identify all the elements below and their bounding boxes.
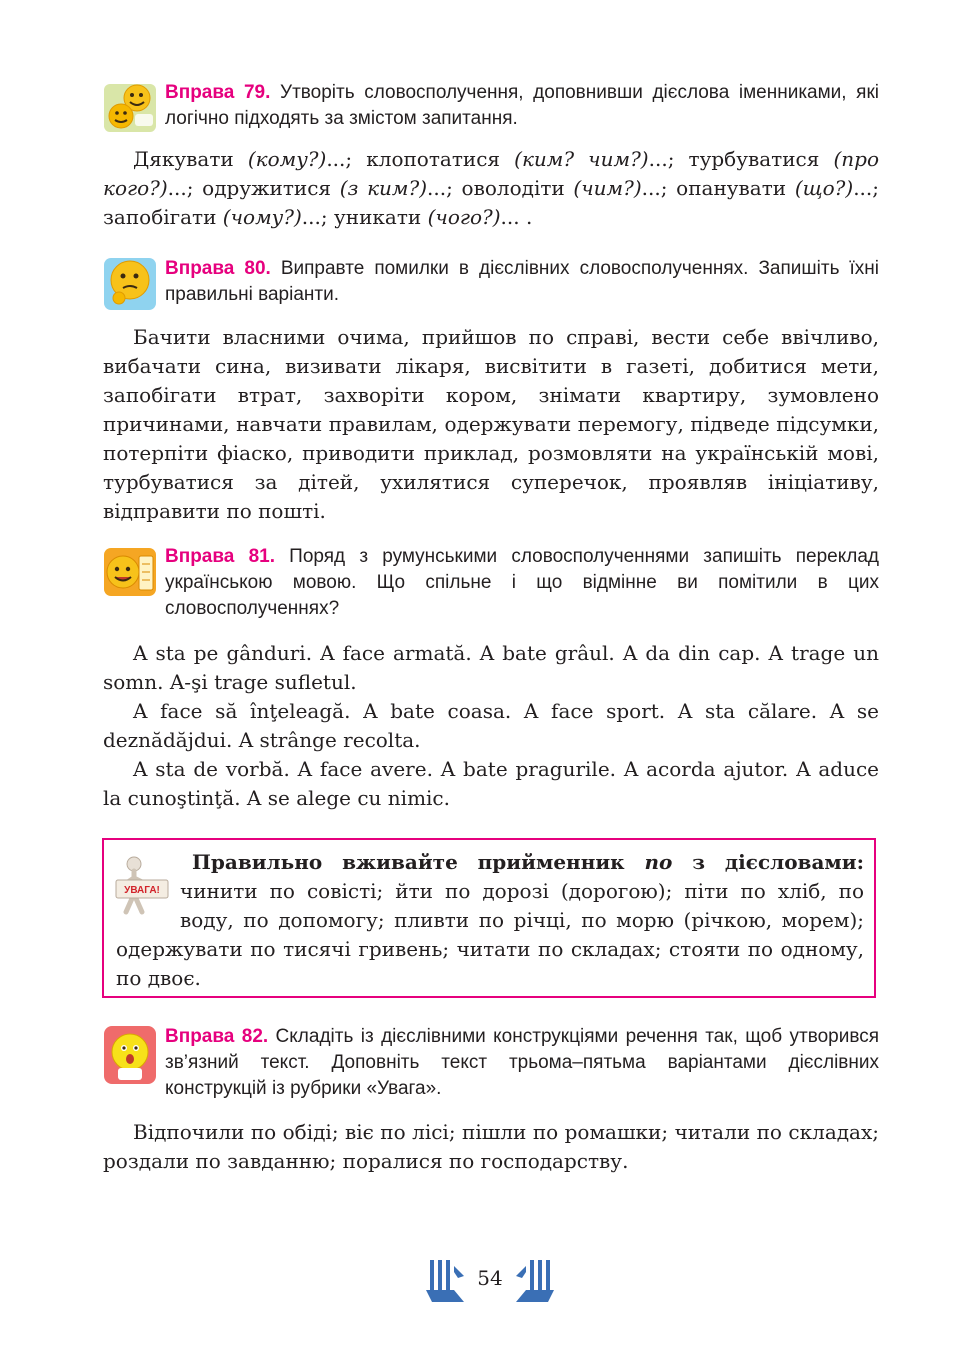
exercise-82-label: Вправа 82.: [165, 1026, 269, 1047]
exercise-81-paragraph-3: A sta de vorbă. A face avere. A bate pragurile. A acorda ajutor. A aduce la cunoştinţă. A se alege cu nimic.: [103, 757, 879, 810]
exercise-80-instruction: [165, 256, 879, 308]
right-ornament-icon: [512, 1258, 556, 1306]
singing-smiley-icon: [103, 1024, 157, 1086]
question-prompt: (про кого?): [103, 147, 880, 200]
smiley-group-icon: [103, 80, 157, 134]
exercise-81-paragraph-1: A sta pe gânduri. A face armată. A bate grâul. A da din cap. A trage un somn. A-şi trage sufletul.: [103, 641, 879, 694]
exercise-80-label: Вправа 80.: [165, 258, 271, 279]
exercise-81-body: [103, 639, 879, 813]
exercise-82-header: [103, 1024, 879, 1102]
verb-text: Дякувати: [133, 147, 248, 171]
exercise-79-label: Вправа 79.: [165, 82, 271, 103]
question-prompt: (ким? чим?): [514, 147, 649, 171]
verb-text: ...; уникати: [301, 205, 428, 229]
exercise-80-body: [103, 323, 879, 526]
exercise-81-label: Вправа 81.: [165, 546, 275, 567]
exercise-81-instruction: [165, 544, 879, 622]
exercise-79-body: [103, 145, 879, 232]
question-prompt: (що?): [794, 176, 854, 200]
exercise-82-body: [103, 1118, 879, 1176]
thinking-smiley-icon: [103, 256, 157, 310]
smiley-notebook-icon: [103, 544, 157, 598]
exercise-81-paragraph-2: A face să înţeleagă. A bate coasa. A face sport. A sta călare. A se deznădăjdui. A strânge recolta.: [103, 699, 879, 752]
page-footer: [420, 1258, 560, 1306]
attention-sign-icon: [112, 854, 174, 920]
exercise-79-text: Утворіть словосполучення, доповнивши дієслова іменниками, які логічно підходять за змістом запитання.: [165, 82, 879, 129]
attention-note-text: чинити по совісті; йти по дорозі (дорогою); піти по хліб, по воду, по допомогу; пливти по річці, по морю (річкою, морем); одержувати по тисячі гривень; читати по складах; стояти по одному, по двоє.: [116, 879, 864, 990]
verb-text: ...; турбуватися: [648, 147, 834, 171]
question-prompt: (чого?): [427, 205, 501, 229]
question-prompt: (з ким?): [339, 176, 428, 200]
preposition-po: по: [644, 850, 673, 874]
exercise-80-text: Виправте помилки в дієслівних словосполученнях. Запишіть їхні правильні варіанти.: [165, 258, 879, 305]
exercise-81-text: Поряд з румунськими словосполученнями запишіть переклад українською мовою. Що спільне і що відмінне ви помітили в цих словосполученнях?: [165, 546, 880, 619]
question-prompt: (кому?): [247, 147, 327, 171]
verb-text: ...; опанувати: [641, 176, 795, 200]
exercise-79-instruction: [165, 80, 879, 132]
attention-note-box: [102, 838, 876, 998]
svg-text:УВАГА!: УВАГА!: [124, 885, 160, 896]
exercise-80-paragraph: Бачити власними очима, прийшов по справі, вести себе ввічливо, вибачати сина, визивати лікаря, висвітити в газеті, добитися мети, запобігати втрат, захворіти кором, знімати квартиру, зумовлено причинами, навчати правилам, одержувати перемогу, підведе підсумки, потерпіти фіаско, приводити приклад, розмовляти на українській мові, турбуватися за дітей, ухилятися суперечок, проявляв ініціативу, відправити по пошті.: [103, 325, 879, 523]
question-prompt: (чим?): [573, 176, 642, 200]
exercise-82-instruction: [165, 1024, 879, 1102]
verb-text: ...; одружитися: [167, 176, 340, 200]
verb-text: ...; оволодіти: [427, 176, 574, 200]
page-number: 54: [477, 1266, 503, 1290]
question-prompt: (чому?): [222, 205, 302, 229]
verb-text: ...; запобігати: [103, 176, 880, 229]
exercise-81-header: [103, 544, 879, 622]
exercise-80-header: [103, 256, 879, 308]
verb-text: ...; клопотатися: [326, 147, 515, 171]
verb-text: ... .: [500, 205, 533, 229]
exercise-82-paragraph: Відпочили по обіді; віє по лісі; пішли по ромашки; читали по складах; роздали по завданню; поралися по господарству.: [103, 1120, 879, 1173]
exercise-79-header: [103, 80, 879, 132]
attention-note-heading: Правильно вживайте прийменник по з дієсловами:: [192, 850, 865, 874]
exercise-82-text: Складіть із дієслівними конструкціями речення так, щоб утворився зв’язний текст. Доповніть текст трьома–пятьма варіантами дієслівних конструкцій із рубрики «Увага».: [165, 1026, 879, 1099]
